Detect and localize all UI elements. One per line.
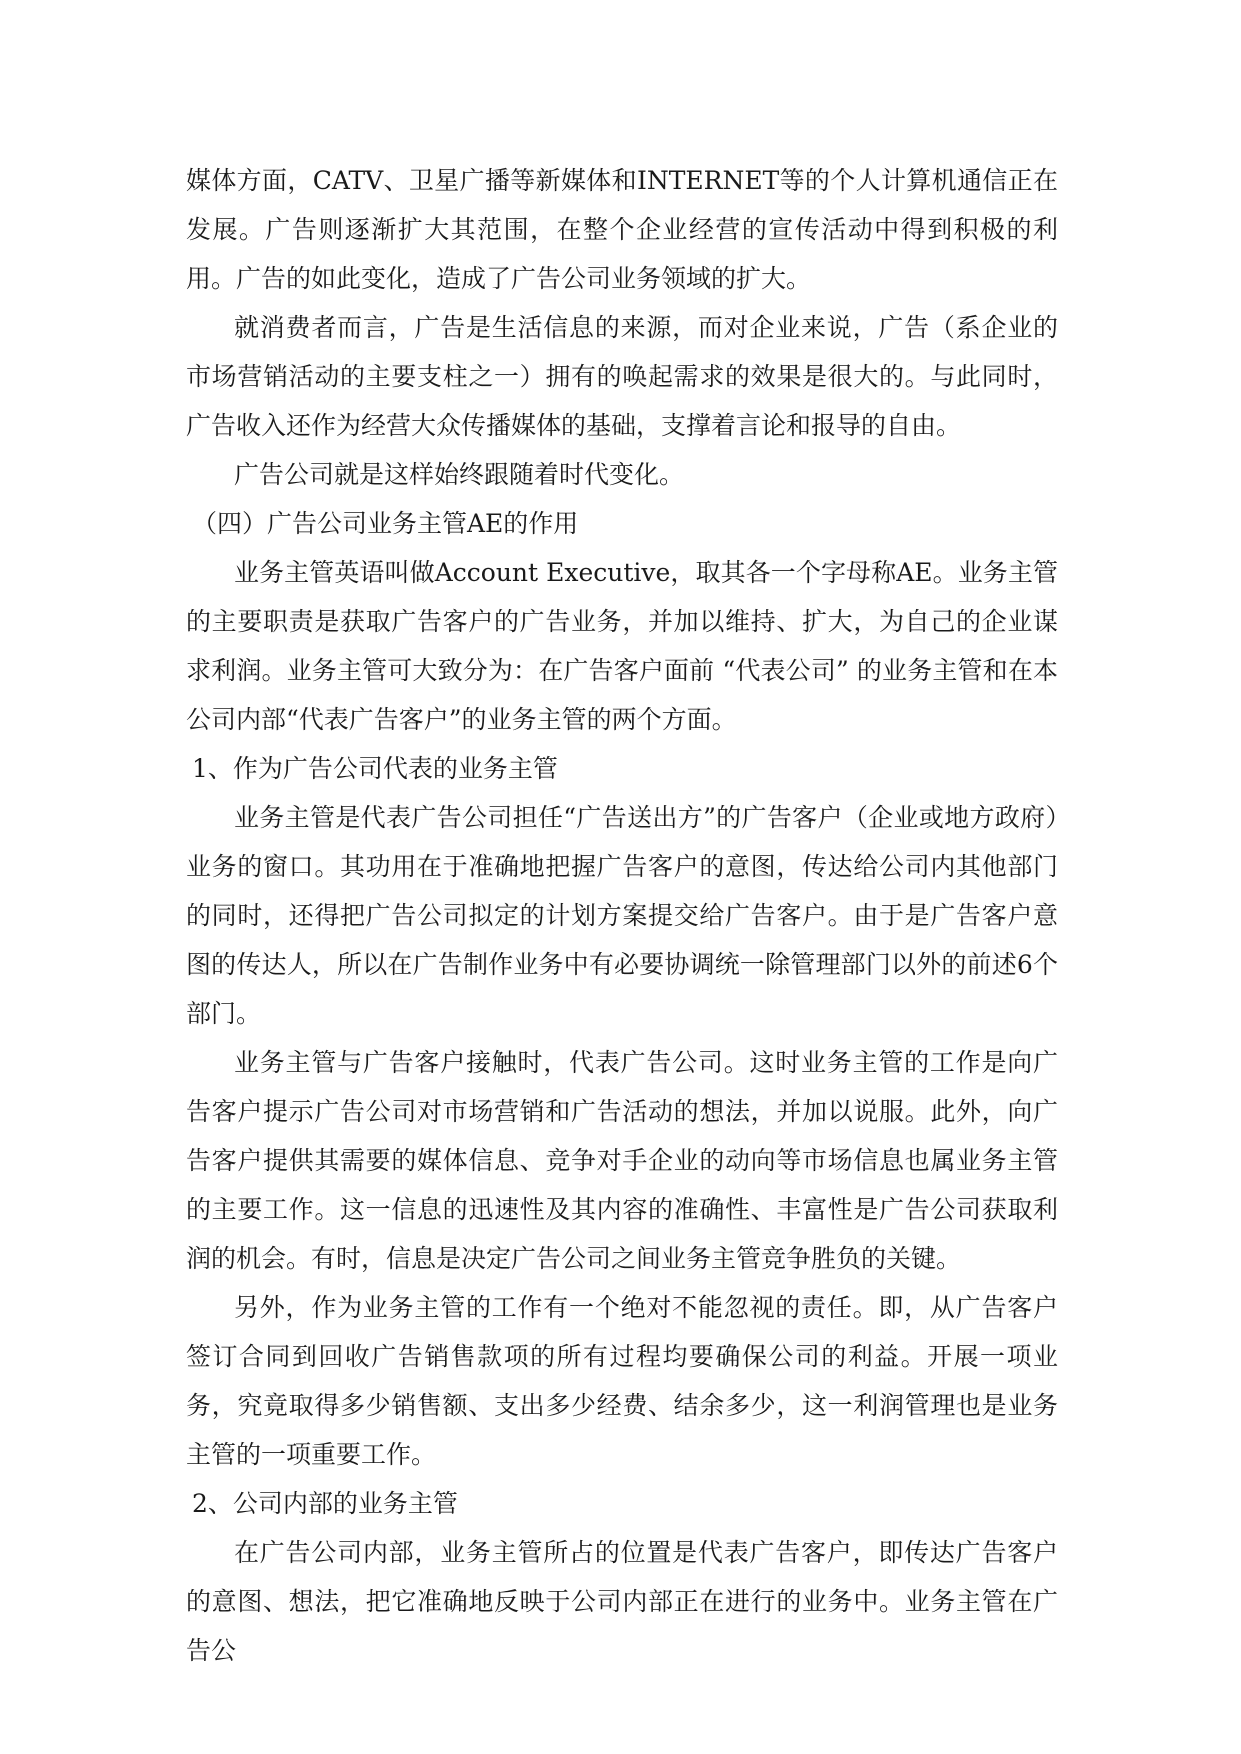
section-heading-ae-role: （四）广告公司业务主管AE的作用 — [192, 509, 579, 538]
paragraph-internal-ae: 在广告公司内部，业务主管所占的位置是代表广告客户，即传达广告客户的意图、想法，把它准确地反映于公司内部正在进行的业务中。业务主管在广告公 — [186, 1538, 1058, 1665]
subheading-company-representative: 1、作为广告公司代表的业务主管 — [192, 754, 558, 783]
paragraph-ae-profit-responsibility: 另外，作为业务主管的工作有一个绝对不能忽视的责任。即，从广告客户签订合同到回收广告销售款项的所有过程均要确保公司的利益。开展一项业务，究竟取得多少销售额、支出多少经费、结余多少，这一利润管理也是业务主管的一项重要工作。 — [186, 1293, 1058, 1469]
paragraph-consumer-advertising: 就消费者而言，广告是生活信息的来源，而对企业来说，广告（系企业的市场营销活动的主要支柱之一）拥有的唤起需求的效果是很大的。与此同时，广告收入还作为经营大众传播媒体的基础，支撑着言论和报导的自由。 — [186, 313, 1058, 440]
paragraph-ae-definition: 业务主管英语叫做Account Executive，取其各一个字母称AE。业务主管的主要职责是获取广告客户的广告业务，并加以维持、扩大，为自己的企业谋求利润。业务主管可大致分为：在广告客户面前 “代表公司” 的业务主管和在本公司内部“代表广告客户”的业务主管的两个方面。 — [186, 558, 1058, 734]
document-page — [186, 156, 1058, 1675]
paragraph-media-development: 媒体方面，CATV、卫星广播等新媒体和INTERNET等的个人计算机通信正在发展。广告则逐渐扩大其范围，在整个企业经营的宣传活动中得到积极的利用。广告的如此变化，造成了广告公司业务领域的扩大。 — [186, 166, 1058, 293]
paragraph-follow-times: 广告公司就是这样始终跟随着时代变化。 — [234, 460, 685, 489]
subheading-internal-ae: 2、公司内部的业务主管 — [192, 1489, 458, 1518]
paragraph-ae-client-contact: 业务主管与广告客户接触时，代表广告公司。这时业务主管的工作是向广告客户提示广告公司对市场营销和广告活动的想法，并加以说服。此外，向广告客户提供其需要的媒体信息、竞争对手企业的动向等市场信息也属业务主管的主要工作。这一信息的迅速性及其内容的准确性、丰富性是广告公司获取利润的机会。有时，信息是决定广告公司之间业务主管竞争胜负的关键。 — [186, 1048, 1058, 1273]
paragraph-ae-window: 业务主管是代表广告公司担任“广告送出方”的广告客户（企业或地方政府）业务的窗口。其功用在于准确地把握广告客户的意图，传达给公司内其他部门的同时，还得把广告公司拟定的计划方案提交给广告客户。由于是广告客户意图的传达人，所以在广告制作业务中有必要协调统一除管理部门以外的前述6个部门。 — [186, 803, 1058, 1028]
